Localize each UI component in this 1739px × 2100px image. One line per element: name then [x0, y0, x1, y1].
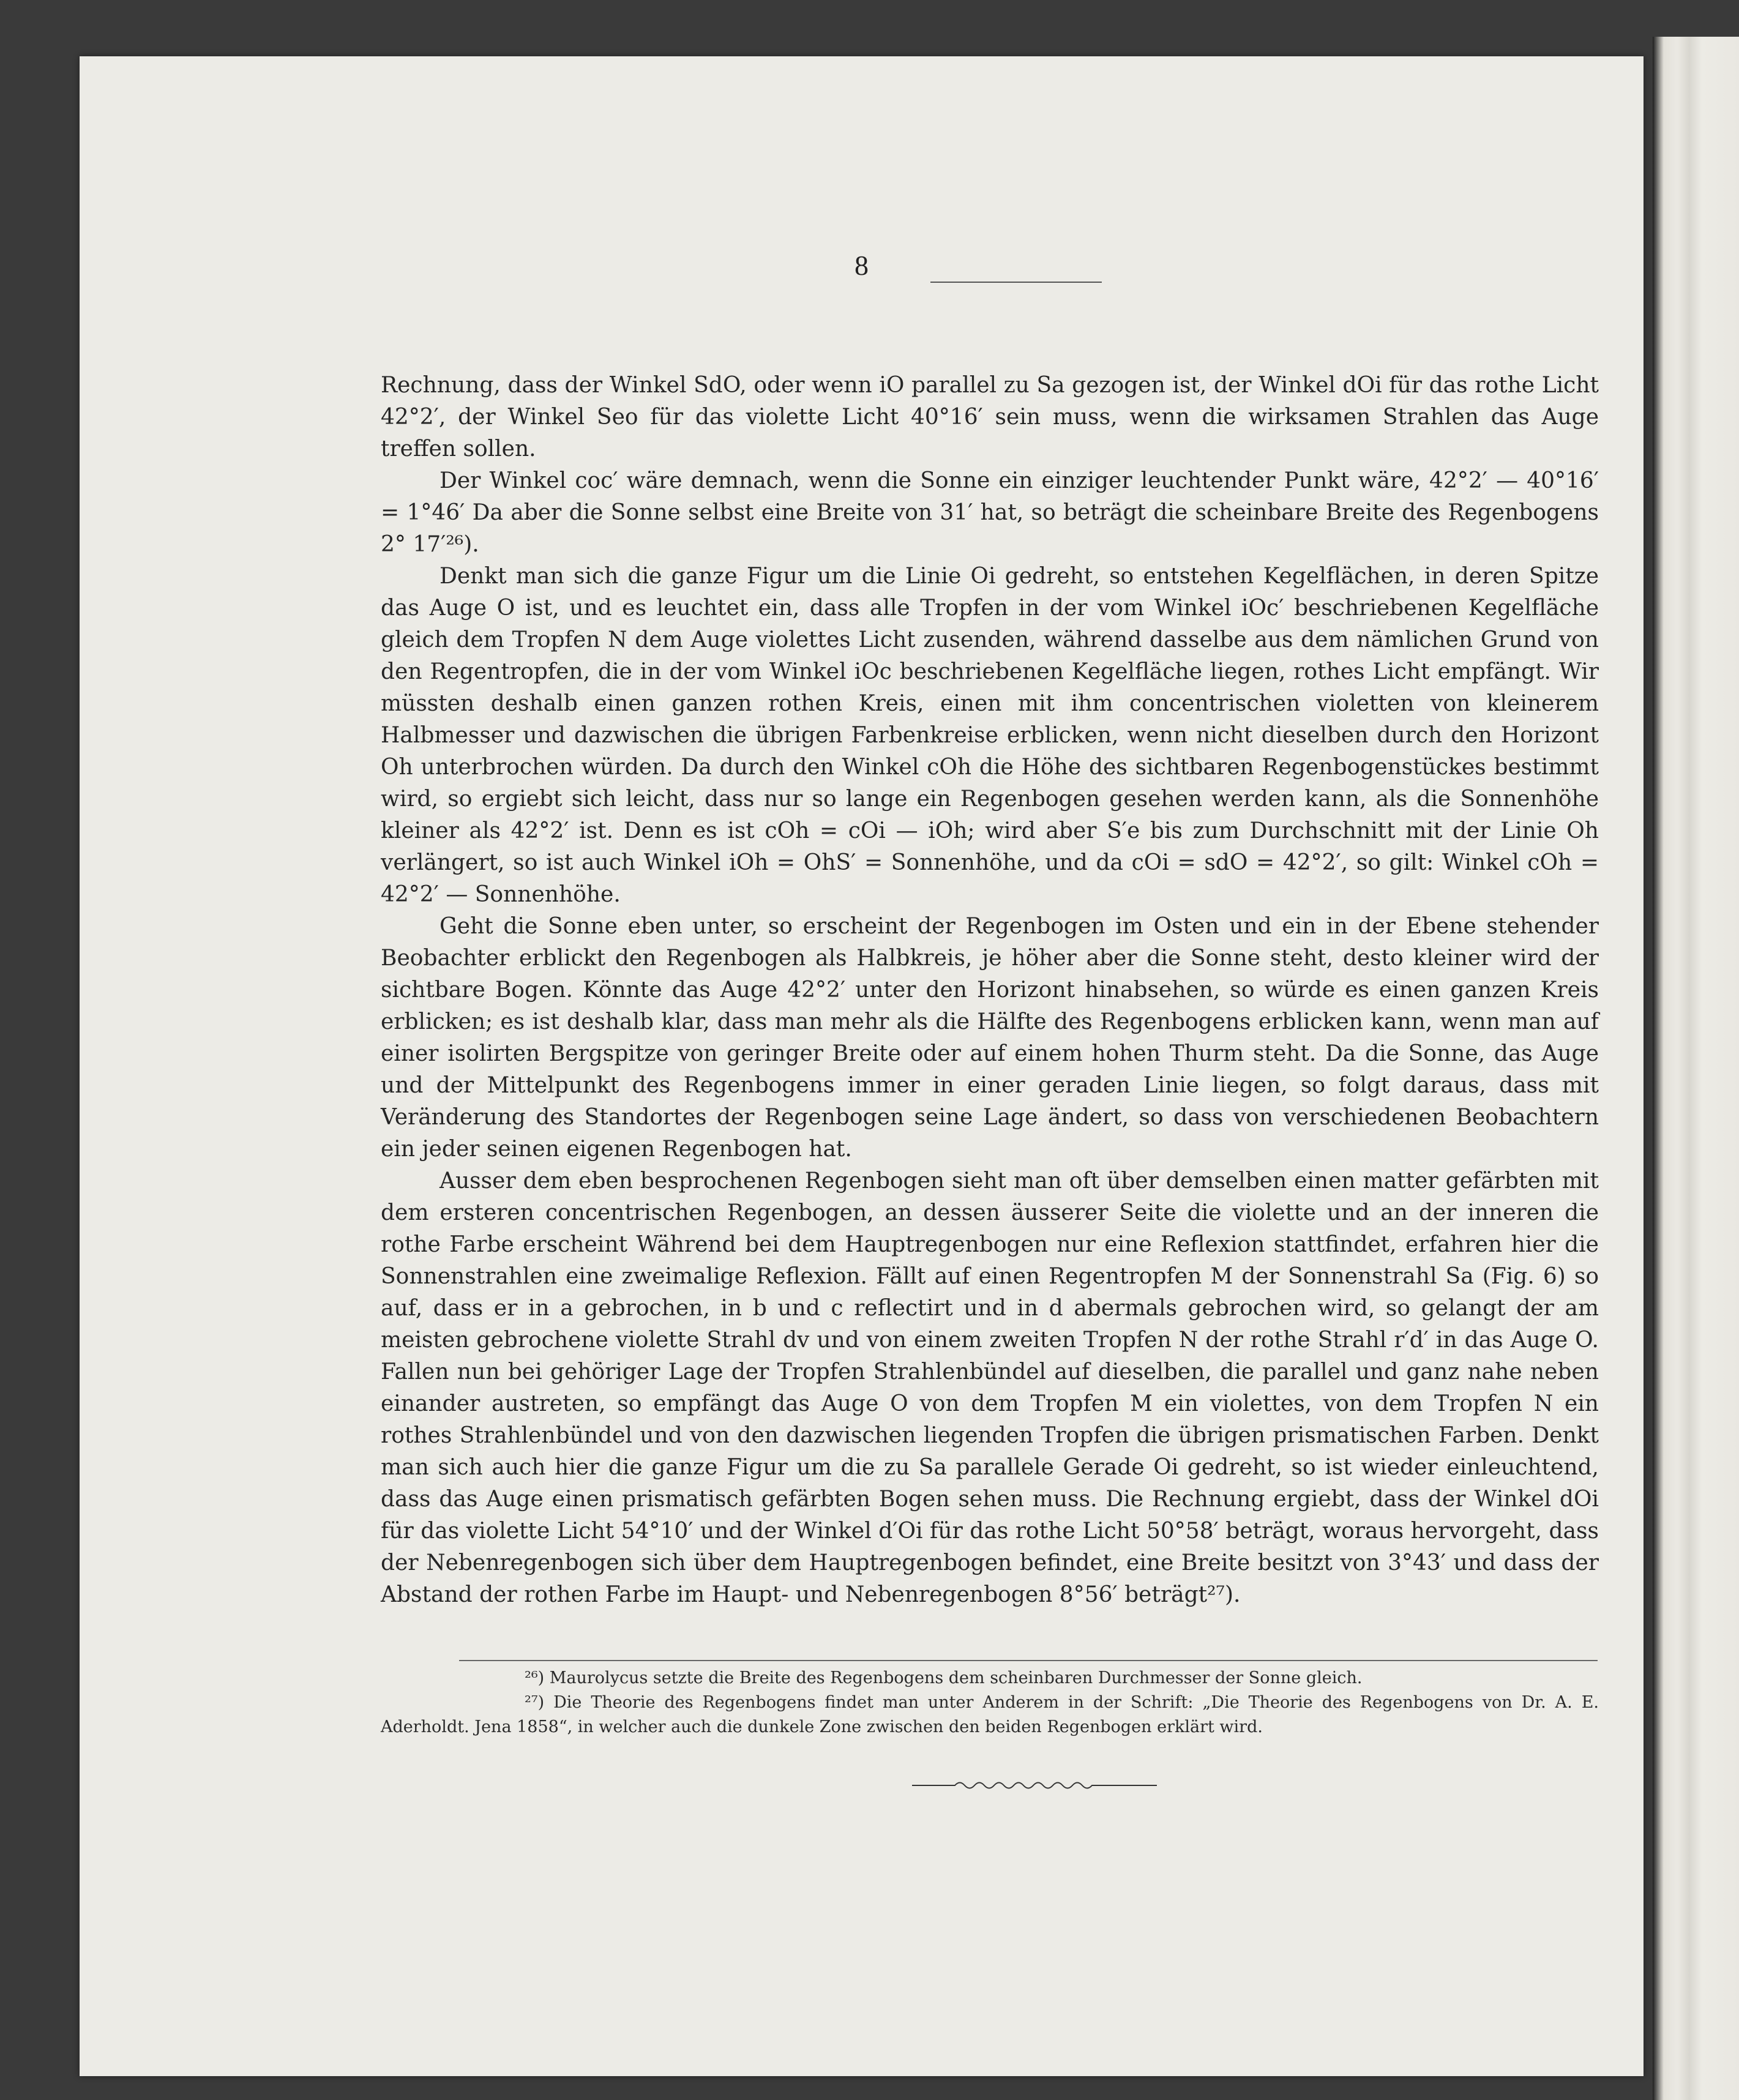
paragraph: Rechnung, dass der Winkel SdO, oder wenn iO parallel zu Sa gezogen ist, der Winkel dOi für das rothe Licht 42°2′, der Winkel Seo für das violette Licht 40°16′ sein muss, wenn die wirksamen Strahlen das Auge treffen sollen. — [381, 373, 1599, 461]
footnote: ²⁶) Maurolycus setzte die Breite des Regenbogens dem scheinbaren Durchmesser der Sonne gleich. — [525, 1668, 1363, 1687]
footnotes — [381, 1666, 1599, 1739]
paragraph: Geht die Sonne eben unter, so erscheint der Regenbogen im Osten und ein in der Ebene stehender Beobachter erblickt den Regenbogen als Halbkreis, je höher aber die Sonne steht, desto kleiner wird der sichtbare Bogen. Könnte das Auge 42°2′ unter den Horizont hinabsehen, so würde es einen ganzen Kreis erblicken; es ist deshalb klar, dass man mehr als die Hälfte des Regenbogens erblicken kann, wenn man auf einer isolirten Bergspitze von geringer Breite oder auf einem hohen Thurm steht. Da die Sonne, das Auge und der Mittelpunkt des Regenbogens immer in einer geraden Linie liegen, so folgt daraus, dass mit Veränderung des Standortes der Regenbogen seine Lage ändert, so dass von verschiedenen Beobachtern ein jeder seinen eigenen Regenbogen hat. — [381, 914, 1599, 1162]
end-ornament-icon — [912, 1776, 1157, 1795]
paragraph: Ausser dem eben besprochenen Regenbogen sieht man oft über demselben einen matter gefärbten mit dem ersteren concentrischen Regenbogen, an dessen äusserer Seite die violette und an der inneren die rothe Farbe erscheint Während bei dem Hauptregenbogen nur eine Reflexion stattfindet, erfahren hier die Sonnenstrahlen eine zweimalige Reflexion. Fällt auf einen Regentropfen M der Sonnenstrahl Sa (Fig. 6) so auf, dass er in a gebrochen, in b und c reflectirt und in d abermals gebrochen wird, so gelangt der am meisten gebrochene violette Strahl dv und von einem zweiten Tropfen N der rothe Strahl r′d′ in das Auge O. Fallen nun bei gehöriger Lage der Tropfen Strahlenbündel auf dieselben, die parallel und ganz nahe neben einander austreten, so empfängt das Auge O von dem Tropfen M ein violettes, von dem Tropfen N ein rothes Strahlenbündel und von den dazwischen liegenden Tropfen die übrigen prismatischen Farben. Denkt man sich auch hier die ganze Figur um die zu Sa parallele Gerade Oi gedreht, so ist wieder einleuchtend, dass das Auge einen prismatisch gefärbten Bogen sehen muss. Die Rechnung ergiebt, dass der Winkel dOi für das violette Licht 54°10′ und der Winkel d′Oi für das rothe Licht 50°58′ beträgt, woraus hervorgeht, dass der Nebenregenbogen sich über dem Hauptregenbogen befindet, eine Breite besitzt von 3°43′ und dass der Abstand der rothen Farbe im Haupt- und Nebenregenbogen 8°56′ beträgt²⁷). — [381, 1168, 1599, 1607]
page-number-rule — [930, 282, 1102, 283]
document-page — [80, 56, 1644, 2076]
paragraph: Der Winkel coc′ wäre demnach, wenn die Sonne ein einziger leuchtender Punkt wäre, 42°2′ — 40°16′ = 1°46′ Da aber die Sonne selbst eine Breite von 31′ hat, so beträgt die scheinbare Breite des Regenbogens 2° 17′²⁶). — [381, 468, 1599, 557]
paragraph: Denkt man sich die ganze Figur um die Linie Oi gedreht, so entstehen Kegelflächen, in deren Spitze das Auge O ist, und es leuchtet ein, dass alle Tropfen in der vom Winkel iOc′ beschriebenen Kegelfläche gleich dem Tropfen N dem Auge violettes Licht zusenden, während dasselbe aus dem nämlichen Grund von den Regentropfen, die in der vom Winkel iOc beschriebenen Kegelfläche liegen, rothes Licht empfängt. Wir müssten deshalb einen ganzen rothen Kreis, einen mit ihm concentrischen violetten von kleinerem Halbmesser und dazwischen die übrigen Farbenkreise erblicken, wenn nicht dieselben durch den Horizont Oh unterbrochen würden. Da durch den Winkel cOh die Höhe des sichtbaren Regenbogenstückes bestimmt wird, so ergiebt sich leicht, dass nur so lange ein Regenbogen gesehen werden kann, als die Sonnenhöhe kleiner als 42°2′ ist. Denn es ist cOh = cOi — iOh; wird aber S′e bis zum Durchschnitt mit der Linie Oh verlängert, so ist auch Winkel iOh = OhS′ = Sonnenhöhe, und da cOi = sdO = 42°2′, so gilt: Winkel cOh = 42°2′ — Sonnenhöhe. — [381, 564, 1599, 907]
footnote: ²⁷) Die Theorie des Regenbogens findet man unter Anderem in der Schrift: „Die Theorie des Regenbogens von Dr. A. E. Aderholdt. Jena 1858“, in welcher auch die dunkele Zone zwischen den beiden Regenbogen erklärt wird. — [381, 1693, 1599, 1736]
body-text — [381, 370, 1599, 1611]
page-edge-shadow — [1653, 37, 1739, 2100]
page-number: 8 — [855, 250, 869, 281]
footnote-rule — [459, 1660, 1598, 1661]
